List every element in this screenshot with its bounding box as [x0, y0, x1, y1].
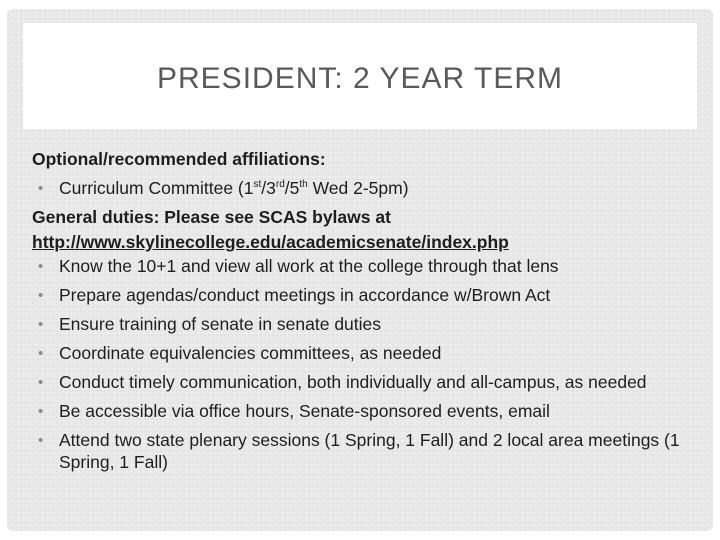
- duty-text: Be accessible via office hours, Senate-sponsored events, email: [59, 401, 550, 421]
- list-item: [32, 426, 682, 477]
- slide-title: PRESIDENT: 2 YEAR TERM: [157, 62, 563, 95]
- duty-text: Coordinate equivalencies committees, as needed: [59, 343, 442, 363]
- duty-text: Prepare agendas/conduct meetings in accordance w/Brown Act: [59, 285, 551, 305]
- bullet-icon: •: [38, 374, 44, 391]
- bullet-icon: •: [38, 316, 44, 333]
- affiliations-heading: Optional/recommended affiliations:: [32, 149, 326, 169]
- bullet-icon: •: [38, 180, 44, 197]
- bullet-icon: •: [38, 403, 44, 420]
- title-box: [23, 23, 697, 129]
- list-item: [32, 252, 682, 281]
- list-item: [32, 397, 682, 426]
- bullet-icon: •: [38, 287, 44, 304]
- duty-text: Conduct timely communication, both individually and all-campus, as needed: [59, 372, 647, 392]
- committee-text: Curriculum Committee (1st/3rd/5th Wed 2-5pm): [59, 178, 409, 198]
- affiliations-list: [32, 174, 682, 203]
- duties-list: [32, 252, 682, 397]
- list-item: [32, 281, 682, 310]
- slide-content: [32, 145, 682, 477]
- bullet-icon: •: [38, 432, 44, 449]
- more-duties-list: [32, 397, 682, 477]
- slide: [7, 9, 713, 531]
- list-item: [32, 339, 682, 368]
- duties-heading: General duties: Please see SCAS bylaws at: [32, 207, 391, 227]
- bullet-icon: •: [38, 345, 44, 362]
- bylaws-link[interactable]: http://www.skylinecollege.edu/academicsenate/index.php: [32, 232, 509, 252]
- duty-text: Ensure training of senate in senate duties: [59, 314, 382, 334]
- list-item: [32, 310, 682, 339]
- list-item: [32, 174, 682, 203]
- bullet-icon: •: [38, 258, 44, 275]
- list-item: [32, 368, 682, 397]
- duty-text: Know the 10+1 and view all work at the college through that lens: [59, 256, 559, 276]
- duty-text: Attend two state plenary sessions (1 Spring, 1 Fall) and 2 local area meetings (1 Spring, 1 Fall): [59, 430, 680, 472]
